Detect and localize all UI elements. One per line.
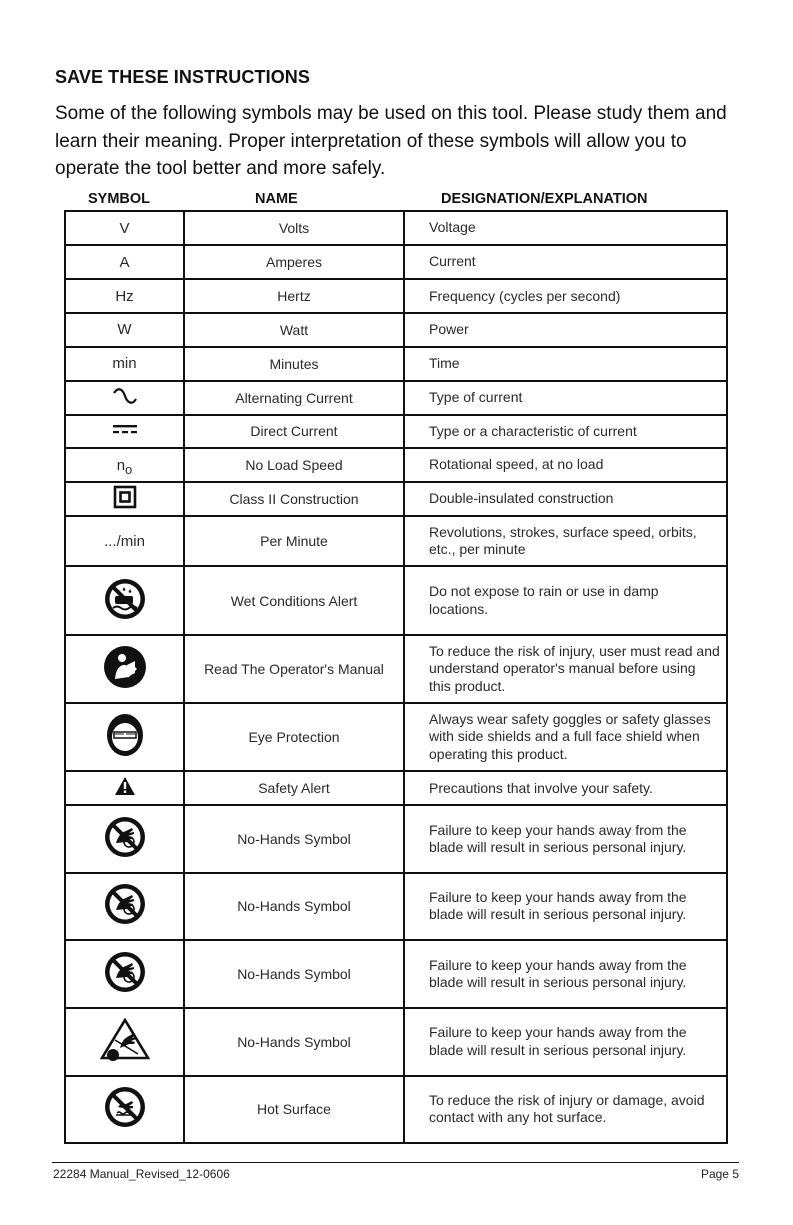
- symbol-text: min: [112, 355, 137, 373]
- symbol-name: Direct Current: [184, 415, 404, 448]
- symbol-name: No-Hands Symbol: [184, 1008, 404, 1075]
- symbol-name: Safety Alert: [184, 771, 404, 805]
- symbol-designation: Always wear safety goggles or safety glasses with side shields and a full face shield when operating this product.: [404, 703, 727, 771]
- symbol-cell: [65, 415, 184, 448]
- no-hands-icon: [103, 950, 147, 998]
- symbol-text: Hz: [115, 287, 134, 305]
- symbol-row: [65, 703, 727, 771]
- symbol-name: Hot Surface: [184, 1076, 404, 1143]
- symbol-designation: Failure to keep your hands away from the blade will result in serious personal injury.: [404, 1008, 727, 1075]
- alternating-current-icon: [111, 387, 139, 409]
- symbol-text: V: [119, 219, 130, 237]
- safety-alert-icon: [114, 776, 136, 800]
- symbol-designation: Failure to keep your hands away from the blade will result in serious personal injury.: [404, 805, 727, 872]
- symbol-cell: [65, 805, 184, 872]
- symbol-designation: Voltage: [404, 211, 727, 245]
- symbol-name: Watt: [184, 313, 404, 346]
- symbol-designation: Power: [404, 313, 727, 346]
- symbol-name: Amperes: [184, 245, 404, 279]
- symbol-cell: [65, 482, 184, 516]
- symbol-designation: Do not expose to rain or use in damp locations.: [404, 566, 727, 634]
- symbol-cell: [65, 940, 184, 1008]
- symbol-cell: [65, 313, 184, 346]
- symbol-row: [65, 211, 727, 245]
- symbol-row: [65, 245, 727, 279]
- symbol-designation: To reduce the risk of injury or damage, avoid contact with any hot surface.: [404, 1076, 727, 1143]
- symbol-text: W: [117, 321, 132, 339]
- class-ii-construction-icon: [113, 485, 137, 513]
- symbol-row: [65, 873, 727, 940]
- symbol-name: No-Hands Symbol: [184, 940, 404, 1008]
- symbol-text: .../min: [104, 532, 145, 550]
- no-hands-icon: [103, 815, 147, 863]
- symbol-designation: Frequency (cycles per second): [404, 279, 727, 313]
- symbol-designation: Time: [404, 347, 727, 381]
- symbol-name: Per Minute: [184, 516, 404, 566]
- symbol-cell: [65, 1076, 184, 1143]
- symbol-cell: [65, 211, 184, 245]
- no-hands-warning-icon: [100, 1018, 150, 1066]
- symbol-designation: Double-insulated construction: [404, 482, 727, 516]
- symbol-text: A: [119, 253, 130, 271]
- symbol-designation: Rotational speed, at no load: [404, 448, 727, 482]
- symbol-cell: [65, 347, 184, 381]
- symbol-row: [65, 635, 727, 703]
- symbol-row: [65, 279, 727, 313]
- symbol-cell: [65, 566, 184, 634]
- wet-conditions-alert-icon: [103, 577, 147, 625]
- symbol-row: [65, 771, 727, 805]
- symbol-designation: Type of current: [404, 381, 727, 415]
- symbol-cell: [65, 245, 184, 279]
- symbol-row: [65, 1076, 727, 1143]
- symbol-name: Volts: [184, 211, 404, 245]
- symbol-name: Read The Operator's Manual: [184, 635, 404, 703]
- direct-current-icon: [111, 422, 139, 440]
- eye-protection-icon: [105, 713, 145, 761]
- symbol-cell: [65, 381, 184, 415]
- symbol-name: Minutes: [184, 347, 404, 381]
- symbol-designation: Type or a characteristic of current: [404, 415, 727, 448]
- symbols-table: [64, 210, 728, 1144]
- symbol-cell: [65, 703, 184, 771]
- footer-divider: [52, 1162, 739, 1163]
- symbol-designation: To reduce the risk of injury, user must read and understand operator's manual before using this product.: [404, 635, 727, 703]
- footer-document-id: 22284 Manual_Revised_12-0606: [53, 1167, 230, 1181]
- symbol-cell: [65, 448, 184, 482]
- intro-paragraph: Some of the following symbols may be used on this tool. Please study them and learn their meaning. Proper interpretation of these symbols will allow you to operate the tool better and more safely.: [55, 103, 727, 179]
- symbol-cell: [65, 516, 184, 566]
- symbol-row: [65, 415, 727, 448]
- hot-surface-icon: [103, 1085, 147, 1133]
- symbol-name: Class II Construction: [184, 482, 404, 516]
- symbol-row: [65, 805, 727, 872]
- page-heading: SAVE THESE INSTRUCTIONS: [55, 67, 310, 87]
- symbol-designation: Failure to keep your hands away from the blade will result in serious personal injury.: [404, 940, 727, 1008]
- symbol-name: No-Hands Symbol: [184, 873, 404, 940]
- symbol-name: Eye Protection: [184, 703, 404, 771]
- symbol-row: [65, 347, 727, 381]
- symbol-row: [65, 940, 727, 1008]
- symbol-row: [65, 448, 727, 482]
- footer-page-number: Page 5: [700, 1167, 739, 1181]
- symbol-cell: [65, 635, 184, 703]
- symbol-subscript: o: [125, 461, 133, 477]
- read-manual-icon: [103, 645, 147, 693]
- column-header-designation: DESIGNATION/EXPLANATION: [441, 191, 648, 207]
- symbol-cell: [65, 279, 184, 313]
- symbol-designation: Precautions that involve your safety.: [404, 771, 727, 805]
- symbol-cell: [65, 1008, 184, 1075]
- column-header-name: NAME: [255, 191, 298, 207]
- symbol-designation: Current: [404, 245, 727, 279]
- symbol-text: n: [116, 456, 126, 474]
- symbol-designation: Failure to keep your hands away from the blade will result in serious personal injury.: [404, 873, 727, 940]
- column-header-symbol: SYMBOL: [88, 191, 151, 207]
- symbol-row: [65, 1008, 727, 1075]
- symbol-row: [65, 516, 727, 566]
- symbol-row: [65, 566, 727, 634]
- symbol-row: [65, 381, 727, 415]
- symbol-name: Alternating Current: [184, 381, 404, 415]
- symbol-name: Wet Conditions Alert: [184, 566, 404, 634]
- symbol-name: No-Hands Symbol: [184, 805, 404, 872]
- symbol-cell: [65, 873, 184, 940]
- no-hands-icon: [103, 882, 147, 930]
- symbol-cell: [65, 771, 184, 805]
- symbol-designation: Revolutions, strokes, surface speed, orbits, etc., per minute: [404, 516, 727, 566]
- symbol-row: [65, 482, 727, 516]
- symbol-name: No Load Speed: [184, 448, 404, 482]
- symbol-row: [65, 313, 727, 346]
- symbol-name: Hertz: [184, 279, 404, 313]
